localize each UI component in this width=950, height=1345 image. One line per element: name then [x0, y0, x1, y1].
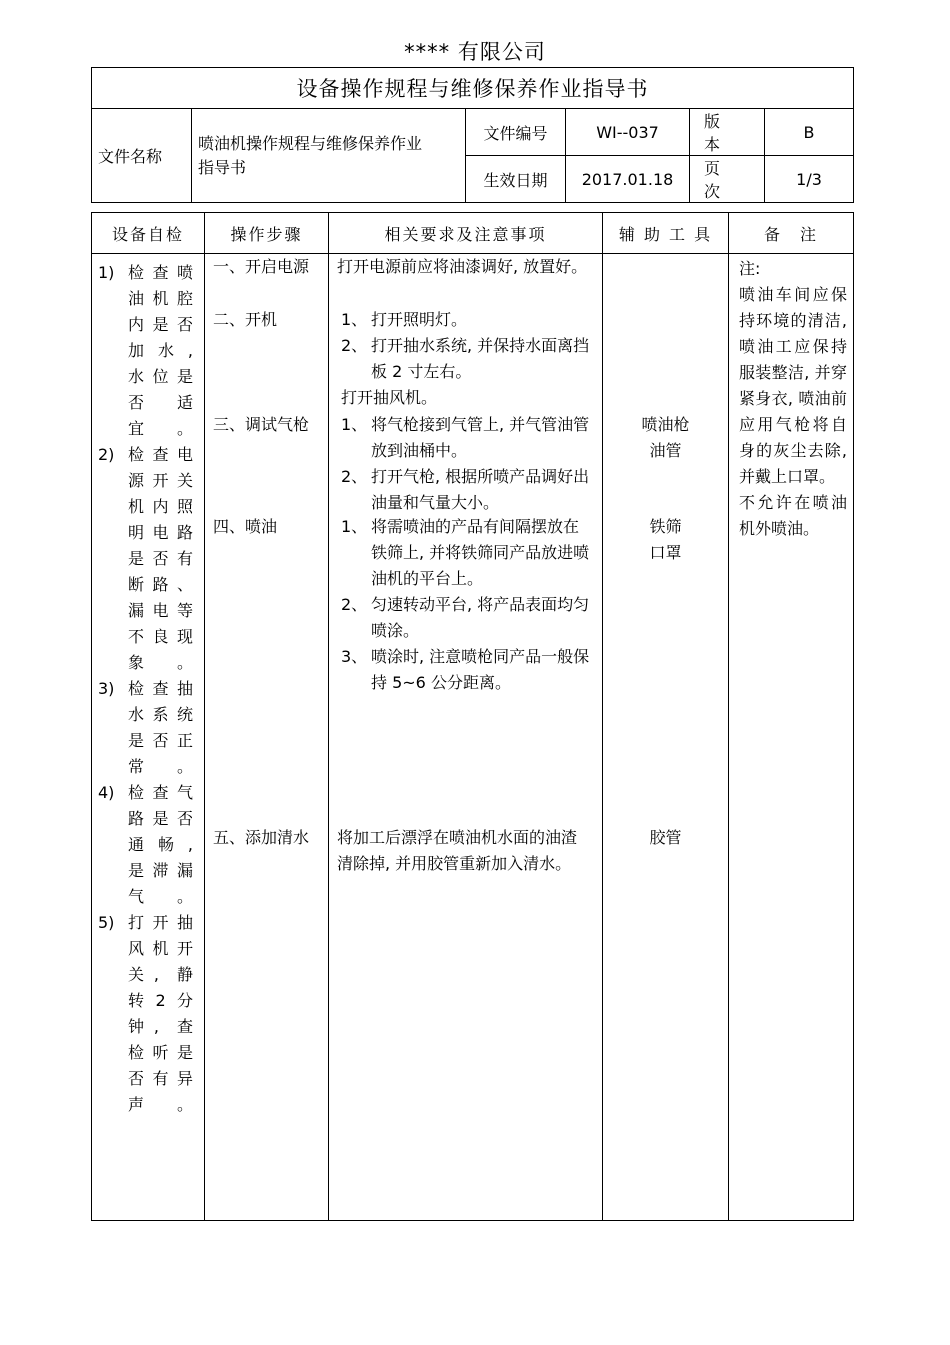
self-check-line [98, 676, 196, 702]
req-num: 1、 [341, 310, 368, 329]
version-label: 版 本 [690, 109, 765, 156]
req-text: 打开照明灯。 [371, 310, 468, 329]
self-check-number: 3) [98, 679, 115, 698]
self-check-number [98, 338, 128, 364]
effective-date-label: 生效日期 [466, 156, 566, 203]
self-check-number [98, 494, 128, 520]
req-water: 将加工后漂浮在喷油机水面的油渣清除掉, 并用胶管重新加入清水。 [337, 828, 578, 873]
self-check-line [98, 884, 196, 910]
doc-name: 喷油机操作规程与维修保养作业指导书 [192, 109, 466, 203]
document-title: 设备操作规程与维修保养作业指导书 [92, 68, 854, 109]
self-check-number [98, 806, 128, 832]
req-text: 喷涂时, 注意喷枪同产品一般保持 5~6 公分距离。 [371, 647, 590, 692]
self-check-number [98, 962, 128, 988]
self-check-line [98, 442, 196, 468]
self-check-number: 4) [98, 783, 115, 802]
step-1: 一、开启电源 [213, 257, 310, 276]
self-check-number [98, 858, 128, 884]
req-item [337, 644, 592, 696]
self-check-text: 检查抽 [128, 679, 196, 698]
req-num: 2、 [341, 595, 368, 614]
req-num: 2、 [341, 336, 368, 355]
req-block-3 [329, 412, 602, 516]
self-check-text: 风机开 [128, 939, 196, 958]
header-steps: 操作步骤 [205, 213, 329, 254]
self-check-line [98, 858, 196, 884]
req-item [337, 307, 592, 333]
self-check-line [98, 1092, 196, 1118]
req-num: 1、 [341, 415, 368, 434]
self-check-line [98, 806, 196, 832]
self-check-text: 是滞漏 [128, 861, 196, 880]
req-item [337, 514, 592, 592]
self-check-line [98, 780, 196, 806]
self-check-text: 漏电等 [128, 601, 196, 620]
req-num: 1、 [341, 517, 368, 536]
self-check-number [98, 728, 128, 754]
self-check-line [98, 494, 196, 520]
tool-hose: 胶管 [649, 828, 682, 847]
self-check-line [98, 468, 196, 494]
header-notes: 备 注 [729, 213, 854, 254]
self-check-line [98, 1014, 196, 1040]
req-block-2 [329, 307, 602, 411]
req-fan: 打开抽风机。 [341, 388, 438, 407]
effective-date: 2017.01.18 [566, 156, 690, 203]
self-check-number [98, 546, 128, 572]
self-check-text: 断路、 [128, 575, 196, 594]
version-value: B [765, 109, 854, 156]
self-check-line [98, 936, 196, 962]
self-check-number [98, 572, 128, 598]
self-check-line [98, 546, 196, 572]
self-check-text: 关, 静 [128, 965, 196, 984]
self-check-line [98, 702, 196, 728]
self-check-number [98, 1066, 128, 1092]
self-check-line [98, 650, 196, 676]
self-check-line [98, 988, 196, 1014]
header-tools: 辅 助 工 具 [603, 213, 729, 254]
self-check-text: 转 2 分 [128, 991, 196, 1010]
self-check-number [98, 702, 128, 728]
page-number: 1/3 [765, 156, 854, 203]
req-text: 将气枪接到气管上, 并气管油管放到油桶中。 [371, 415, 590, 460]
self-check-text: 是否有 [128, 549, 196, 568]
self-check-text: 检查气 [128, 783, 196, 802]
self-check-list [92, 254, 204, 1118]
tool-oil-pipe: 油管 [649, 441, 682, 460]
steps-cell [205, 254, 329, 1221]
header-requirements: 相关要求及注意事项 [329, 213, 603, 254]
notes-block [729, 254, 853, 542]
self-check-text: 常。 [128, 757, 196, 776]
self-check-text: 加水, [128, 341, 196, 360]
self-check-line [98, 624, 196, 650]
req-block-4 [329, 514, 602, 696]
requirements-cell [329, 254, 603, 1221]
company-name: **** 有限公司 [404, 40, 546, 64]
req-item [337, 333, 592, 385]
self-check-line [98, 1040, 196, 1066]
self-check-number [98, 1092, 128, 1118]
self-check-cell [92, 254, 205, 1221]
self-check-line [98, 728, 196, 754]
notes-cell [729, 254, 854, 1221]
self-check-text: 检听是 [128, 1043, 196, 1062]
self-check-line [98, 416, 196, 442]
page-label: 页 次 [690, 156, 765, 203]
self-check-line [98, 754, 196, 780]
notes-label: 注: [739, 259, 761, 278]
self-check-number [98, 520, 128, 546]
self-check-number [98, 468, 128, 494]
self-check-number [98, 884, 128, 910]
self-check-number [98, 390, 128, 416]
self-check-line [98, 598, 196, 624]
tool-spray-gun: 喷油枪 [641, 415, 690, 434]
self-check-text: 气。 [128, 887, 196, 906]
step-2: 二、开机 [213, 310, 278, 329]
self-check-line [98, 520, 196, 546]
self-check-line [98, 962, 196, 988]
self-check-number: 5) [98, 913, 115, 932]
self-check-number [98, 598, 128, 624]
self-check-line [98, 338, 196, 364]
procedure-table [91, 212, 854, 1221]
self-check-text: 否有异 [128, 1069, 196, 1088]
self-check-line [98, 390, 196, 416]
self-check-line [98, 286, 196, 312]
document-header-table [91, 67, 854, 203]
doc-no: WI--037 [566, 109, 690, 156]
self-check-text: 水系统 [128, 705, 196, 724]
self-check-text: 机内照 [128, 497, 196, 516]
req-text: 打开抽水系统, 并保持水面离挡板 2 寸左右。 [371, 336, 590, 381]
header-self-check: 设备自检 [92, 213, 205, 254]
req-item [337, 464, 592, 516]
self-check-text: 宜。 [128, 419, 196, 438]
self-check-number [98, 832, 128, 858]
self-check-text: 检查电 [128, 445, 196, 464]
req-num: 2、 [341, 467, 368, 486]
self-check-text: 内是否 [128, 315, 196, 334]
self-check-text: 象。 [128, 653, 196, 672]
self-check-number [98, 416, 128, 442]
self-check-text: 否 适 [128, 393, 196, 412]
tools-cell [603, 254, 729, 1221]
self-check-number [98, 286, 128, 312]
self-check-text: 不良现 [128, 627, 196, 646]
self-check-number [98, 936, 128, 962]
self-check-line [98, 1066, 196, 1092]
req-power: 打开电源前应将油漆调好, 放置好。 [337, 257, 588, 276]
self-check-line [98, 364, 196, 390]
self-check-text: 路是否 [128, 809, 196, 828]
self-check-line [98, 832, 196, 858]
req-text: 将需喷油的产品有间隔摆放在铁筛上, 并将铁筛同产品放进喷油机的平台上。 [371, 517, 590, 588]
self-check-text: 声。 [128, 1095, 196, 1114]
self-check-number [98, 1040, 128, 1066]
note-1: 喷油车间应保持环境的清洁, 喷油工应保持服装整洁, 并穿紧身衣, 喷油前应用气枪将自身的灰尘去除, 并戴上口罩。 [739, 285, 847, 486]
self-check-number [98, 988, 128, 1014]
self-check-text: 钟, 查 [128, 1017, 196, 1036]
req-num: 3、 [341, 647, 368, 666]
req-item [337, 592, 592, 644]
self-check-line [98, 260, 196, 286]
self-check-text: 油机腔 [128, 289, 196, 308]
self-check-text: 水位是 [128, 367, 196, 386]
req-item [337, 412, 592, 464]
note-2: 不允许在喷油机外喷油。 [739, 493, 847, 538]
self-check-number [98, 650, 128, 676]
self-check-text: 明电路 [128, 523, 196, 542]
req-block-1 [329, 254, 602, 280]
self-check-text: 打开抽 [128, 913, 196, 932]
self-check-text: 通畅, [128, 835, 196, 854]
self-check-text: 是否正 [128, 731, 196, 750]
req-block-5 [329, 825, 602, 877]
step-4: 四、喷油 [213, 517, 278, 536]
self-check-number [98, 624, 128, 650]
doc-name-label: 文件名称 [92, 109, 192, 203]
step-3: 三、调试气枪 [213, 415, 310, 434]
self-check-number [98, 364, 128, 390]
step-5: 五、添加清水 [213, 828, 310, 847]
tool-mask: 口罩 [649, 543, 682, 562]
self-check-line [98, 910, 196, 936]
self-check-text: 源开关 [128, 471, 196, 490]
req-text: 匀速转动平台, 将产品表面均匀喷涂。 [371, 595, 590, 640]
self-check-line [98, 312, 196, 338]
tool-sieve: 铁筛 [649, 517, 682, 536]
self-check-number [98, 754, 128, 780]
self-check-number: 2) [98, 445, 115, 464]
doc-no-label: 文件编号 [466, 109, 566, 156]
self-check-text: 检查喷 [128, 263, 196, 282]
self-check-number [98, 1014, 128, 1040]
self-check-line [98, 572, 196, 598]
self-check-number: 1) [98, 263, 115, 282]
self-check-number [98, 312, 128, 338]
req-text: 打开气枪, 根据所喷产品调好出油量和气量大小。 [371, 467, 590, 512]
